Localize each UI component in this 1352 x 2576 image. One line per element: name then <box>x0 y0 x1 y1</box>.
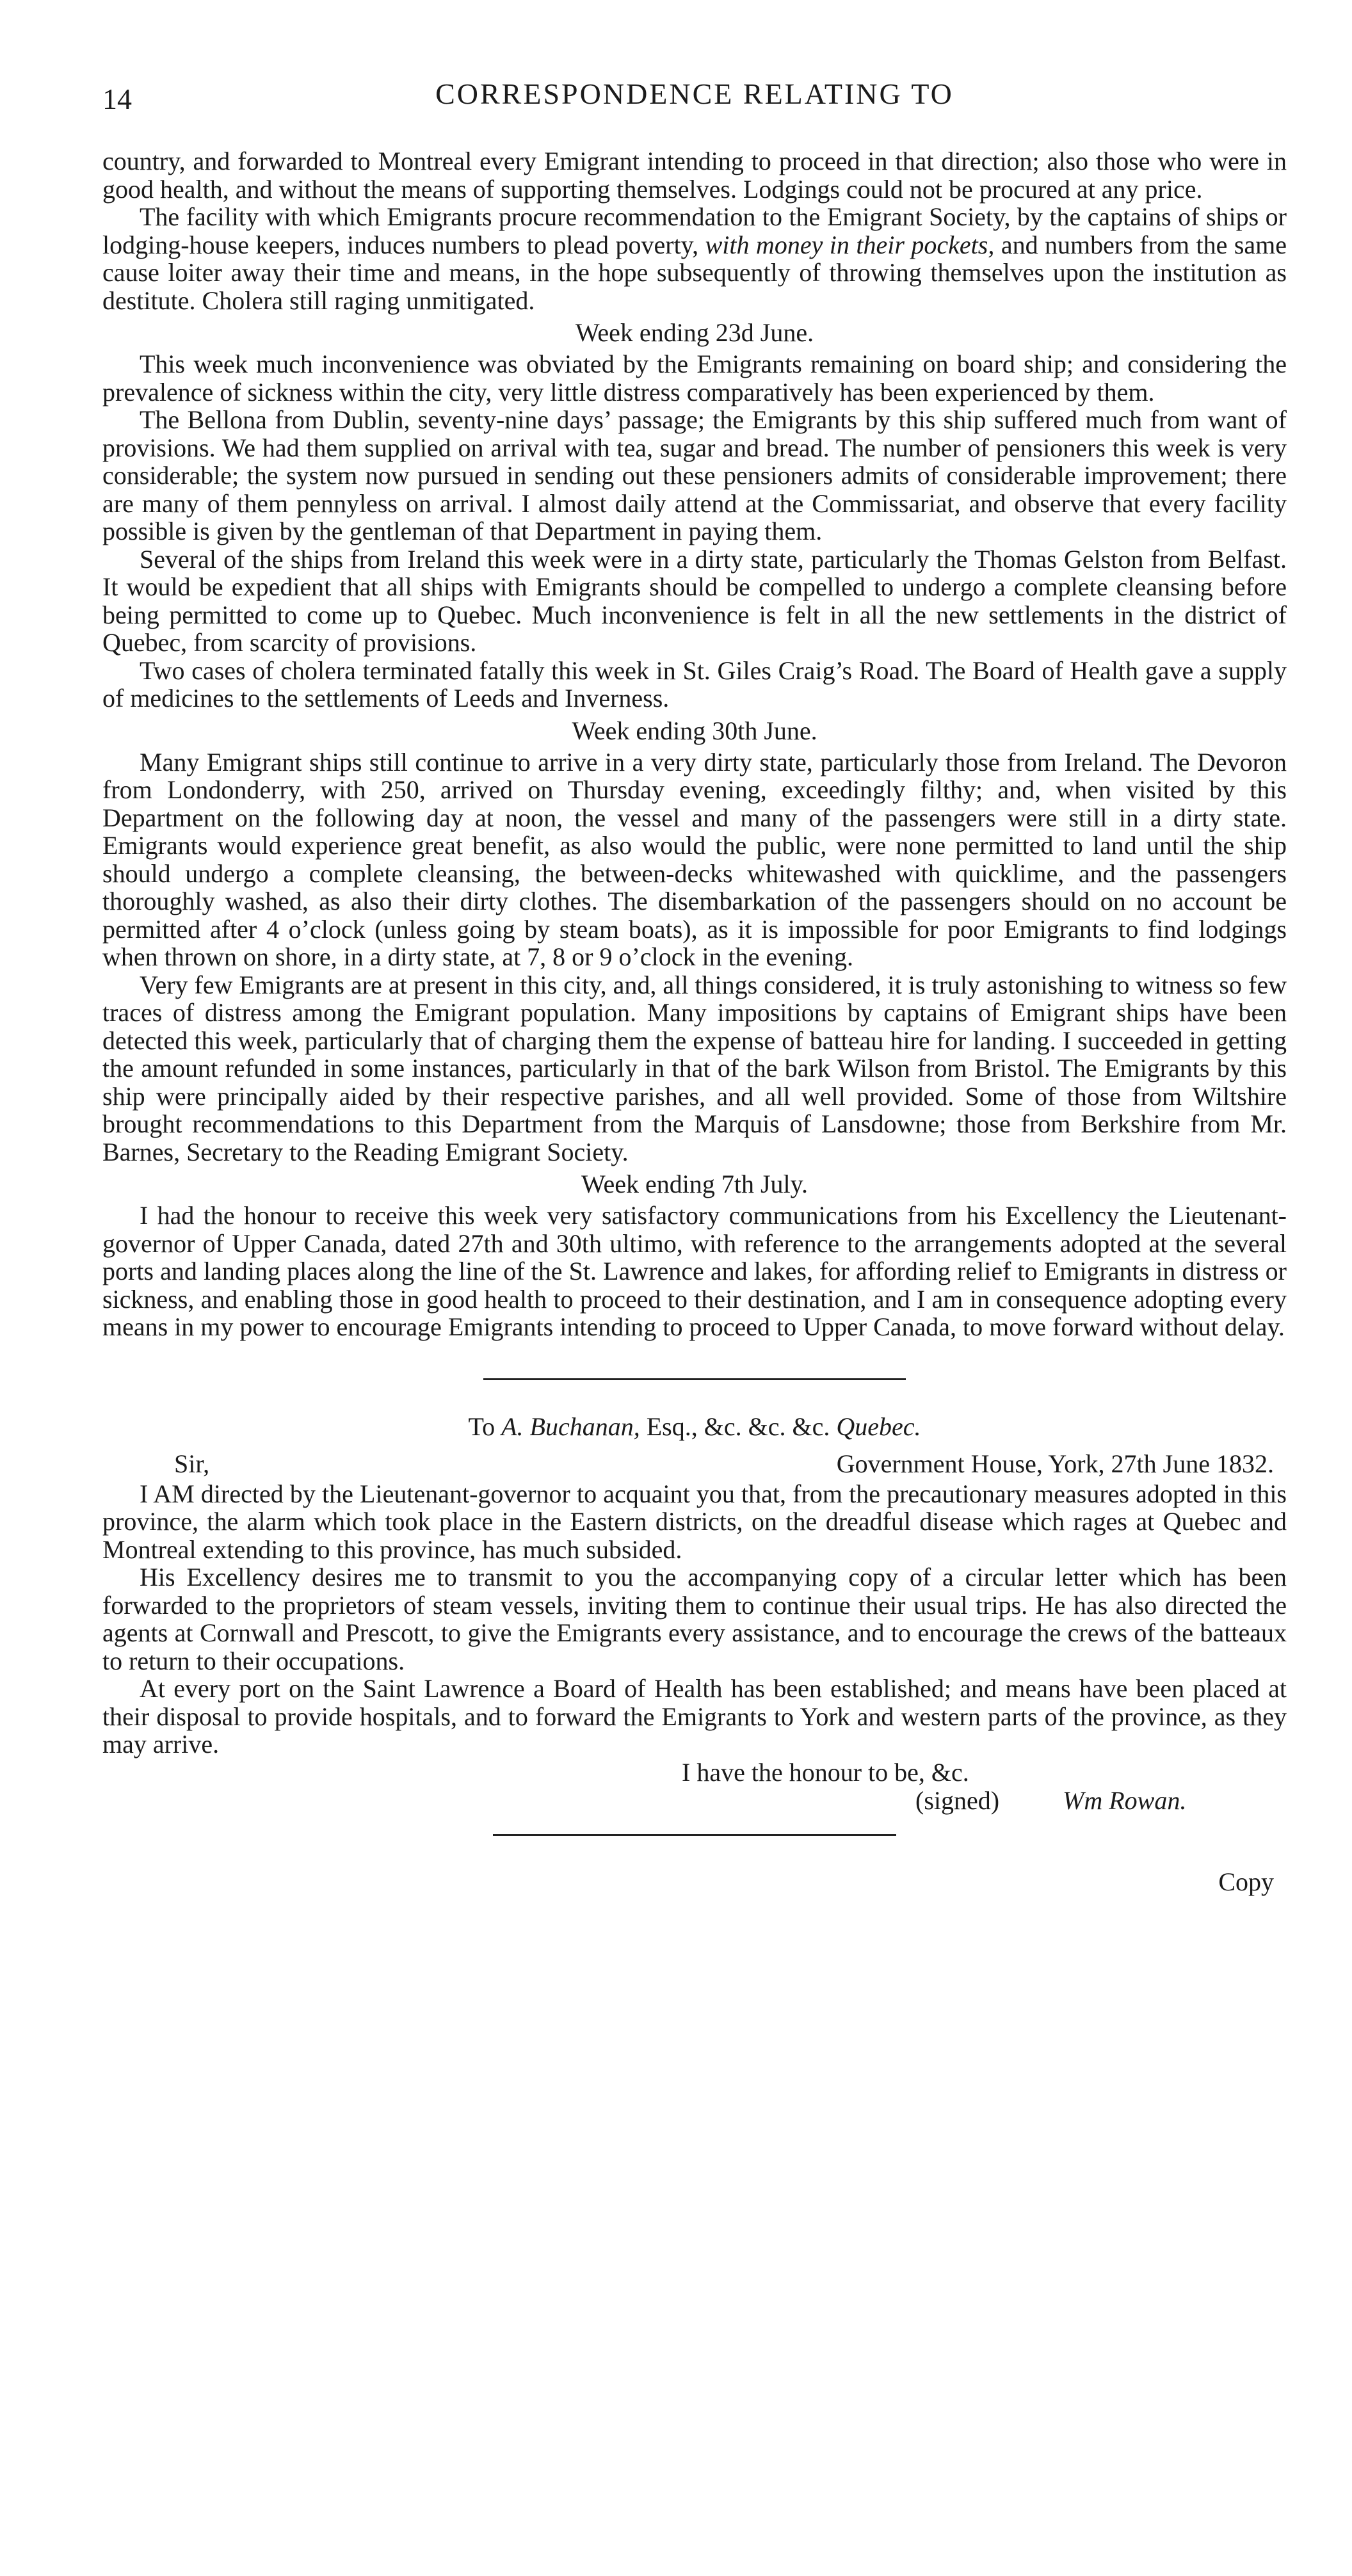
document-page <box>102 77 1287 1896</box>
letter-paragraph: At every port on the Saint Lawrence a Board of Health has been established; and means have been placed at their disposal to provide hospitals, and to forward the Emigrants to York and western parts of the province, as they may arrive. <box>102 1674 1287 1759</box>
text-run: The facility with which Emigrants procure recommendation to the Emigrant Society, by the captains of ships or lodging-house keepers, induces numbers to plead poverty, <box>102 202 1287 259</box>
catchword: Copy <box>1218 1867 1274 1896</box>
salutation-row <box>102 1449 1287 1480</box>
letter-address <box>102 1412 1287 1442</box>
paragraph: I had the honour to receive this week very satisfactory communications from his Excellency the Lieutenant-governor of Upper Canada, dated 27th and 30th ultimo, with reference to the arrangements adopted at the several ports and landing places along the line of the St. Lawrence and lakes, for affording relief to Emigrants in distress or sickness, and enabling those in good health to proceed to their destination, and I am in consequence adopting every means in my power to encourage Emigrants intending to proceed to Upper Canada, to move forward without delay. <box>102 1201 1287 1341</box>
letter-paragraph: His Excellency desires me to transmit to you the accompanying copy of a circular letter which has been forwarded to the proprietors of steam vessels, inviting them to continue their usual trips. He has also directed the agents at Cornwall and Prescott, to give the Emigrants every assistance, and to encourage the crews of the batteaux to return to their occupations. <box>102 1563 1287 1675</box>
paragraph: Several of the ships from Ireland this week were in a dirty state, particularly the Thomas Gelston from Belfast. It would be expedient that all ships with Emigrants should be compelled to undergo a complete cleansing before being permitted to come up to Quebec. Much inconvenience is felt in all the new settlements in the district of Quebec, from scarcity of provisions. <box>102 544 1287 657</box>
letter-paragraph: I AM directed by the Lieutenant-governor to acquaint you that, from the precautionary measures adopted in this province, the alarm which took place in the Eastern districts, on the dreadful disease which rages at Quebec and Montreal extending to this province, has much subsided. <box>102 1479 1287 1564</box>
addressee-place: Quebec. <box>836 1412 921 1441</box>
signer-name: Wm Rowan. <box>1063 1785 1187 1815</box>
paragraph: Many Emigrant ships still continue to arrive in a very dirty state, particularly those from Ireland. The Devoron from Londonderry, with 250, arrived on Thursday evening, exceedingly filthy; and, when visited by this Department on the following day at noon, the vessel and many of the passengers were still in a dirty state. Emigrants would experience great benefit, as also would the public, were none permitted to land until the ship should undergo a complete cleansing, the between-decks whitewashed with quicklime, and the passengers thoroughly washed, as also their dirty clothes. The disembarkation of the passengers should on no account be permitted after 4 o’clock (unless going by steam boats), as it is impossible for poor Emigrants to find lodgings when thrown on shore, in a dirty state, at 7, 8 or 9 o’clock in the evening. <box>102 747 1287 971</box>
week-heading: Week ending 30th June. <box>572 716 817 745</box>
section-divider <box>483 1378 906 1380</box>
letter-closing <box>102 1759 1287 1819</box>
body-text <box>102 147 1287 1896</box>
text-run: and numbers from the same cause loiter away their time and means, in the hope subsequently of throwing themselves upon the institution as destitute. Cholera still raging unmitigated. <box>102 230 1287 315</box>
page-number: 14 <box>102 83 132 115</box>
address-to: To <box>468 1412 495 1441</box>
page-header <box>102 77 1287 122</box>
section-divider <box>493 1834 896 1836</box>
paragraph: Very few Emigrants are at present in this city, and, all things considered, it is truly astonishing to witness so few traces of distress among the Emigrant population. Many impositions by captains of Emigrant ships have been detected this week, particularly that of charging them the expense of batteau hire for landing. I succeeded in getting the amount refunded in some instances, particularly in that of the bark Wilson from Bristol. The Emigrants by this ship were principally aided by their respective parishes, and all well provided. Some of those from Wiltshire brought recommendations to this Department from the Marquis of Lansdowne; those from Berkshire from Mr. Barnes, Secretary to the Reading Emigrant Society. <box>102 970 1287 1166</box>
paragraph: Two cases of cholera terminated fatally this week in St. Giles Craig’s Road. The Board of Health gave a supply of medicines to the settlements of Leeds and Inverness. <box>102 656 1287 712</box>
closing-line: I have the honour to be, &c. <box>682 1757 969 1787</box>
paragraph <box>102 203 1287 314</box>
salutation: Sir, <box>174 1449 210 1478</box>
week-heading: Week ending 23d June. <box>575 318 814 347</box>
paragraph: The Bellona from Dublin, seventy-nine days’ passage; the Emigrants by this ship suffered much from want of provisions. We had them supplied on arrival with tea, sugar and bread. The number of pensioners this week is very considerable; the system now pursued in sending out these pensioners admits of considerable improvement; there are many of them pennyless on arrival. I almost daily attend at the Commissariat, and observe that every facility possible is given by the gentleman of that Department in paying them. <box>102 405 1287 545</box>
addressee-name: A. Buchanan, <box>501 1412 640 1441</box>
signature-row <box>102 1787 1287 1819</box>
signed-label: (signed) <box>915 1785 1000 1815</box>
paragraph: country, and forwarded to Montreal every Emigrant intending to proceed in that direction; also those who were in good health, and without the means of supporting themselves. Lodgings could not be procured at any price. <box>102 147 1287 204</box>
week-heading: Week ending 7th July. <box>581 1170 809 1198</box>
running-title: CORRESPONDENCE RELATING TO <box>435 77 954 110</box>
italic-text: with money in their pockets, <box>705 230 995 259</box>
paragraph: This week much inconvenience was obviated by the Emigrants remaining on board ship; and considering the prevalence of sickness within the city, very little distress comparatively has been experienced by them. <box>102 350 1287 407</box>
addressee-title: Esq., &c. &c. &c. <box>646 1412 830 1441</box>
place-date: Government House, York, 27th June 1832. <box>836 1449 1274 1478</box>
